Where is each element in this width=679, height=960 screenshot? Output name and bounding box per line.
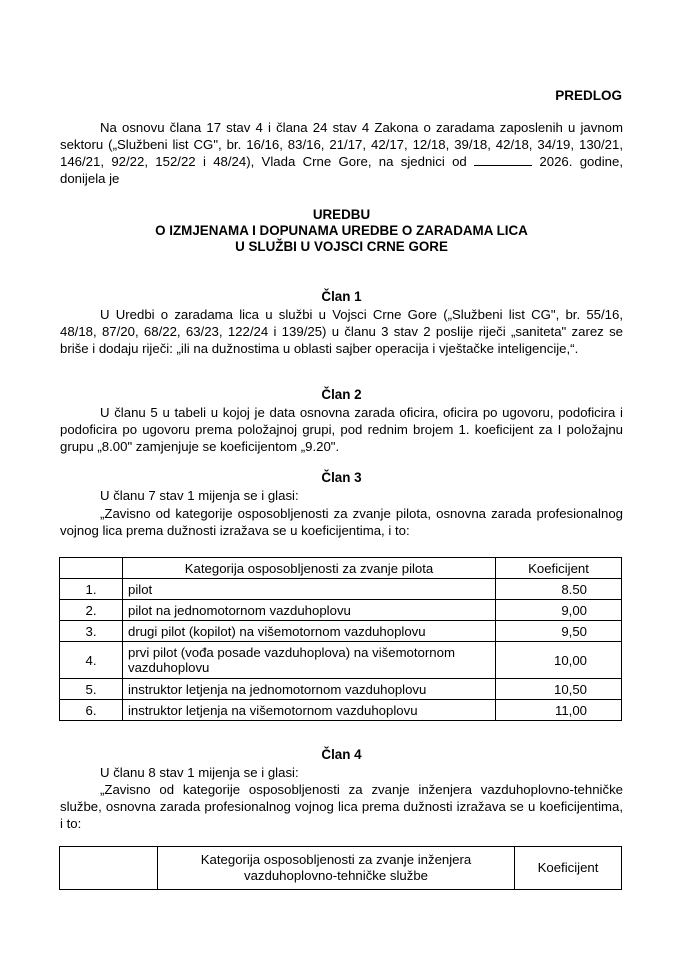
predlog-label: PREDLOG [555,88,622,103]
row-category: instruktor letjenja na višemotornom vazduhoplovu [123,700,496,721]
row-category: instruktor letjenja na jednomotornom vazduhoplovu [123,679,496,700]
table-header-row [60,558,622,579]
row-number: 6. [60,700,123,721]
table-header-num [60,558,123,579]
date-blank-line [474,154,532,166]
table-header-category: Kategorija osposobljenosti za zvanje pilota [123,558,496,579]
row-coefficient: 10,50 [496,679,622,700]
article-4-line-2: „Zavisno od kategorije osposobljenosti za zvanje inženjera vazduhoplovno-tehničke službe, osnovna zarada profesionalnog vojnog lica prema dužnosti izražava se u koeficijentima, i to: [60,782,623,831]
intro-tail: 2026. godine, donijela je [60,154,623,186]
article-2-heading: Član 2 [321,387,362,402]
table-header-coefficient: Koeficijent [496,558,622,579]
article-3-line-1: U članu 7 stav 1 mijenja se i glasi: [100,488,299,503]
table-header-category: Kategorija osposobljenosti za zvanje inženjera vazduhoplovno-tehničke službe [158,847,515,890]
article-4-line-1: U članu 8 stav 1 mijenja se i glasi: [100,765,299,780]
table-row [60,579,622,600]
article-3-line-2: „Zavisno od kategorije osposobljenosti za zvanje pilota, osnovna zarada profesionalnog vojnog lica prema dužnosti izražava se u koeficijentima, i to: [60,506,623,538]
row-coefficient: 10,00 [496,642,622,679]
title-line-1: UREDBU [312,207,371,222]
row-category: pilot na jednomotornom vazduhoplovu [123,600,496,621]
title-line-2: O IZMJENAMA I DOPUNAMA UREDBE O ZARADAMA LICA [155,223,528,238]
article-2-text: U članu 5 u tabeli u kojoj je data osnovna zarada oficira, oficira po ugovoru, podoficira i podoficira po ugovoru prema položajnoj grupi, pod rednim brojem 1. koeficijent za I položajnu grupu „8.00" zamjenjuje se koeficijentom „9.20". [60,405,623,454]
document-title [60,207,623,255]
row-number: 1. [60,579,123,600]
article-3-heading: Član 3 [321,470,362,485]
intro-paragraph [60,119,623,187]
row-coefficient: 9,50 [496,621,622,642]
row-coefficient: 9,00 [496,600,622,621]
row-category: pilot [123,579,496,600]
table-row [60,700,622,721]
row-category: drugi pilot (kopilot) na višemotornom vazduhoplovu [123,621,496,642]
table-header-coefficient: Koeficijent [515,847,622,890]
row-number: 2. [60,600,123,621]
row-number: 4. [60,642,123,679]
row-category: prvi pilot (vođa posade vazduhoplova) na višemotornom vazduhoplovu [123,642,496,679]
article-1-heading: Član 1 [321,289,362,304]
table-row [60,621,622,642]
article-1-text: U Uredbi o zaradama lica u službi u Vojsci Crne Gore („Službeni list CG", br. 55/16, 48/18, 87/20, 68/22, 63/23, 122/24 i 139/25) u članu 3 stav 2 poslije riječi „saniteta" zarez se briše i dodaju riječi: „ili na dužnostima u oblasti sajber operacija i vještačke inteligencije,“. [60,307,623,356]
row-number: 5. [60,679,123,700]
table-row [60,679,622,700]
table-header-row [60,847,622,890]
table-row [60,642,622,679]
pilot-coefficient-table [59,557,622,721]
table-header-num [60,847,158,890]
article-4-heading: Član 4 [321,747,362,762]
title-line-3: U SLUŽBI U VOJSCI CRNE GORE [235,239,448,254]
row-number: 3. [60,621,123,642]
table-row [60,600,622,621]
engineer-coefficient-table [59,846,622,890]
row-coefficient: 8.50 [496,579,622,600]
intro-text: Na osnovu člana 17 stav 4 i člana 24 stav 4 Zakona o zaradama zaposlenih u javnom sektoru („Službeni list CG", br. 16/16, 83/16, 21/17, 42/17, 12/18, 39/18, 42/18, 34/19, 130/21, 146/21, 92/22, 152/22 i 48/24), Vlada Crne Gore, na sjednici od [60,120,623,169]
row-coefficient: 11,00 [496,700,622,721]
